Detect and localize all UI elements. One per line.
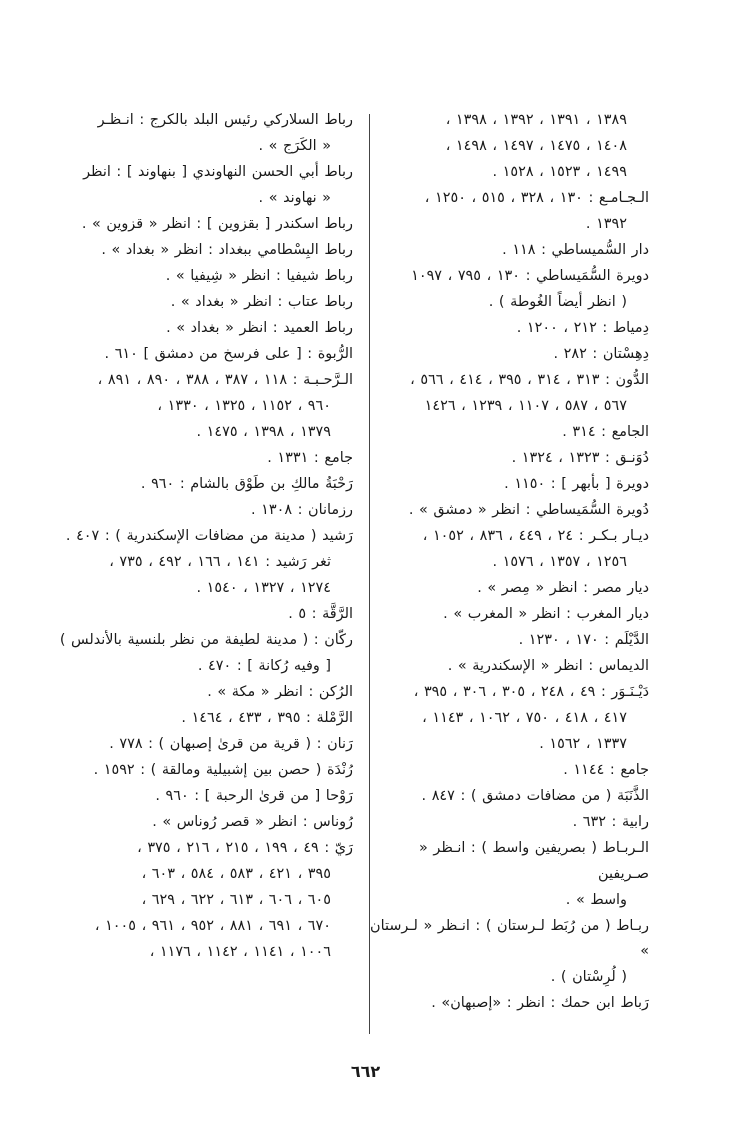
index-entry: رباط السلاركي رئيس البلد بالكرج : انـظـر [97,112,353,128]
index-entry: الدُّون : ٣١٣ ، ٣١٤ ، ٣٩٥ ، ٤١٤ ، ٥٦٦ ، [410,372,649,388]
index-entry: ١٢٧٤ ، ١٣٢٧ ، ١٥٤٠ . [196,580,331,596]
index-entry: ٦٧٠ ، ٦٩١ ، ٨٨١ ، ٩٥٢ ، ٩٦١ ، ١٠٠٥ ، [94,918,331,934]
index-entry: « الكَرَج » . [258,138,331,154]
index-entry: ٥٦٧ ، ٥٨٧ ، ١١٠٧ ، ١٢٣٩ ، ١٤٢٦ [424,398,627,414]
index-entry: رُوناس : انظر « قصر رُوناس » . [152,814,353,830]
index-entry: الرَّمْلة : ٣٩٥ ، ٤٣٣ ، ١٤٦٤ . [181,710,353,726]
index-entry: رباط البِسْطامي ببغداد : انظر « بغداد » . [101,242,353,258]
index-entry: رزمانان : ١٣٠٨ . [250,502,353,518]
index-entry: دُويرة السُّمَيساطي : انظر « دمشق » . [408,502,649,518]
index-entry: ٩٦٠ ، ١١٥٢ ، ١٣٢٥ ، ١٣٣٠ ، [157,398,331,414]
index-entry: ١٤٠٨ ، ١٤٧٥ ، ١٤٩٧ ، ١٤٩٨ ، [445,138,627,154]
index-entry: رُنْدَة ( حصن بين إشبيلية ومالقة ) : ١٥٩٢ . [93,762,353,778]
index-entry: ( انظر أيضاً الغُوطة ) . [488,294,627,310]
index-entry: ( لُرِسْتان ) . [550,969,627,985]
index-entry: « نهاوند » . [258,190,331,206]
index-entry: رباط شيفيا : انظر « شِيفيا » . [165,268,353,284]
index-entry: ١٠٠٦ ، ١١٤١ ، ١١٤٢ ، ١١٧٦ ، [149,944,331,960]
page-number: ٦٦٢ [350,1062,381,1081]
index-entry: رباط اسكندر [ بقزوين ] : انظر « قزوين » . [81,216,353,232]
index-entry: دِمياط : ٢١٢ ، ١٢٠٠ . [516,320,649,336]
index-entry: ديار المغرب : انظر « المغرب » . [443,606,649,622]
index-entry: واسط » . [565,891,627,908]
index-entry: الرَّقَّة : ٥ . [288,606,353,622]
index-entry: ٣٩٥ ، ٤٢١ ، ٥٨٣ ، ٥٨٤ ، ٦٠٣ ، [141,866,331,882]
index-entry: ٤١٧ ، ٤١٨ ، ٧٥٠ ، ١٠٦٢ ، ١١٤٣ ، [422,710,627,726]
index-entry: دُوَنـق : ١٣٢٣ ، ١٣٢٤ . [511,450,649,466]
index-entry: الـربـاط ( بصريفين واسط ) : انـظر « صـريفين [419,840,649,882]
index-entry: رباط أبي الحسن النهاوندي [ بنهاوند ] : انظر [83,164,353,180]
index-entry: دويرة السُّمَيساطي : ١٣٠ ، ٧٩٥ ، ١٠٩٧ [411,268,649,284]
index-entry: رَنان : ( قرية من قرىٰ إصبهان ) : ٧٧٨ . [109,736,353,752]
index-entry: جامع : ١٣٣١ . [267,450,353,466]
index-entry: جامع : ١١٤٤ . [563,762,649,778]
index-entry: الرُّبوة : [ على فرسخ من دمشق ] ٦١٠ . [104,346,353,362]
index-entry: رَوْحا [ من قرىٰ الرحبة ] : ٩٦٠ . [155,788,353,804]
index-entry: الرُكن : انظر « مكة » . [207,684,353,700]
index-entry: ربـاط ( من رُبَط لـرستان ) : انـظر « لـرستان » [370,917,649,959]
index-entry: ١٢٥٦ ، ١٣٥٧ ، ١٥٧٦ . [492,554,627,570]
index-entry: رباط العميد : انظر « بغداد » . [166,320,353,336]
index-entry: ١٣٧٩ ، ١٣٩٨ ، ١٤٧٥ . [196,424,331,440]
index-entry: الجامع : ٣١٤ . [562,424,649,440]
index-entry: رَحْبَةُ مالكِ بن طَوْق بالشام : ٩٦٠ . [140,476,353,492]
index-entry: رابية : ٦٣٢ . [572,814,649,830]
index-entry: ديار مصر : انظر « مِصر » . [477,580,649,596]
index-entry: رَشيد ( مدينة من مضافات الإسكندرية ) : ٤٠٧ . [65,528,353,544]
index-entry: ١٣٨٩ ، ١٣٩١ ، ١٣٩٢ ، ١٣٩٨ ، [445,112,627,128]
index-entry: دار السُّميساطي : ١١٨ . [502,242,649,258]
index-column-left [53,108,353,966]
index-entry: الدَّيْلَم : ١٧٠ ، ١٢٣٠ . [518,632,649,648]
index-entry: ٦٠٥ ، ٦٠٦ ، ٦١٣ ، ٦٢٢ ، ٦٢٩ ، [141,892,331,908]
column-divider [369,114,370,1034]
index-entry: رَيّ : ٤٩ ، ١٩٩ ، ٢١٥ ، ٢١٦ ، ٣٧٥ ، [137,840,353,856]
index-entry: الذَّنَبَة ( من مضافات دمشق ) : ٨٤٧ . [421,788,649,804]
index-entry: ١٤٩٩ ، ١٥٢٣ ، ١٥٢٨ . [492,164,627,180]
index-entry: ١٣٩٢ . [585,216,627,232]
index-entry: دَيْـنَـوَر : ٤٩ ، ٢٤٨ ، ٣٠٥ ، ٣٠٦ ، ٣٩٥ ، [413,684,649,700]
index-entry: ركّان : ( مدينة لطيفة من نظر بلنسية بالأندلس ) [59,632,353,648]
index-entry: الـجـامـع : ١٣٠ ، ٣٢٨ ، ٥١٥ ، ١٢٥٠ ، [424,190,649,206]
index-entry: ديـار بـكـر : ٢٤ ، ٤٤٩ ، ٨٣٦ ، ١٠٥٢ ، [422,528,649,544]
index-entry: ثغر رَشيد : ١٤١ ، ١٦٦ ، ٤٩٢ ، ٧٣٥ ، [109,554,331,570]
index-entry: [ وفيه رُكانة ] : ٤٧٠ . [197,658,331,674]
index-column-right [366,108,649,1017]
index-entry: دِهِسْتان : ٢٨٢ . [553,346,649,362]
index-entry: ١٣٣٧ ، ١٥٦٢ . [539,736,627,752]
index-entry: الـرَّحـبـة : ١١٨ ، ٣٨٧ ، ٣٨٨ ، ٨٩٠ ، ٨٩١ ، [97,372,353,388]
index-entry: رباط عتاب : انظر « بغداد » . [170,294,353,310]
index-entry: دويرة [ بأبهر ] : ١١٥٠ . [504,476,649,492]
index-entry: الديماس : انظر « الإسكندرية » . [447,658,649,674]
index-entry: رَباط ابن حمك : انظر : «إصبهان» . [431,995,649,1011]
